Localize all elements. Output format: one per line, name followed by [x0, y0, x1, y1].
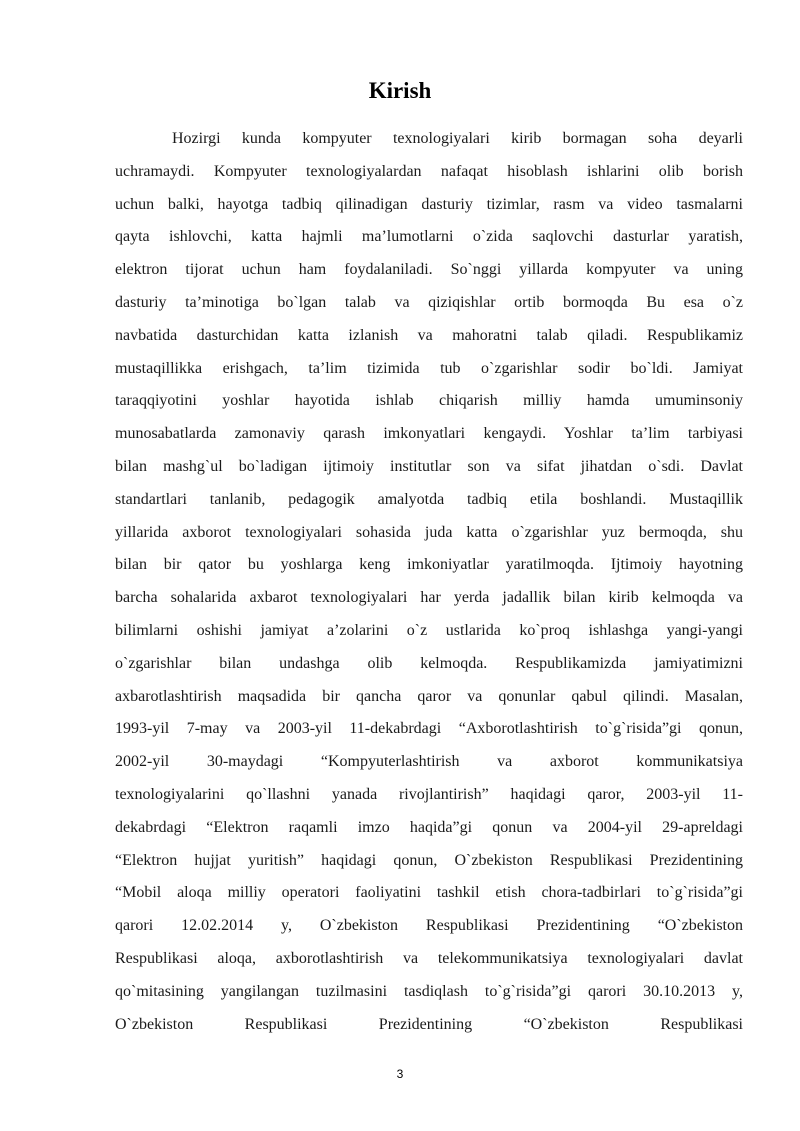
page-title: Kirish — [368, 78, 432, 103]
paragraph-line: navbatida dasturchidan katta izlanish va mahoratni talab qiladi. Respublikamiz — [115, 326, 743, 344]
paragraph-line: barcha sohalarida axbarot texnologiyalari har yerda jadallik bilan kirib kelmoqda va — [115, 589, 743, 607]
paragraph-line: qarori 12.02.2014 y, O`zbekiston Respublikasi Prezidentining “O`zbekiston — [115, 917, 743, 935]
paragraph-line: Hozirgi kunda kompyuter texnologiyalari kirib bormagan soha deyarli — [172, 130, 743, 147]
paragraph-line: taraqqiyotini yoshlar hayotida ishlab chiqarish milliy hamda umuminsoniy — [115, 392, 743, 410]
paragraph-line: standartlari tanlanib, pedagogik amalyotda tadbiq etila boshlandi. Mustaqillik — [115, 490, 743, 508]
paragraph-line: Respublikasi aloqa, axborotlashtirish va telekommunikatsiya texnologiyalari davlat — [115, 949, 743, 967]
paragraph-line: qo`mitasining yangilangan tuzilmasini tasdiqlash to`g`risida”gi qarori 30.10.2013 y, — [115, 982, 743, 1000]
paragraph-line: axbarotlashtirish maqsadida bir qancha qaror va qonunlar qabul qilindi. Masalan, — [115, 687, 743, 705]
paragraph-line: qayta ishlovchi, katta hajmli ma’lumotlarni o`zida saqlovchi dasturlar yaratish, — [115, 228, 743, 246]
paragraph-line: bilan mashg`ul bo`ladigan ijtimoiy institutlar son va sifat jihatdan o`sdi. Davlat — [115, 457, 743, 475]
paragraph-line: mustaqillikka erishgach, ta’lim tizimida tub o`zgarishlar sodir bo`ldi. Jamiyat — [115, 359, 743, 377]
paragraph-line: 1993-yil 7-may va 2003-yil 11-dekabrdagi “Axborotlashtirish to`g`risida”gi qonun, — [115, 720, 743, 738]
paragraph-line: dasturiy ta’minotiga bo`lgan talab va qiziqishlar ortib bormoqda Bu esa o`z — [115, 293, 743, 311]
paragraph-line: yillarida axborot texnologiyalari sohasida juda katta o`zgarishlar yuz bermoqda, shu — [115, 523, 743, 541]
paragraph-line: bilimlarni oshishi jamiyat a’zolarini o`z ustlarida ko`proq ishlashga yangi-yangi — [115, 621, 743, 639]
paragraph-line: elektron tijorat uchun ham foydalaniladi. So`nggi yillarda kompyuter va uning — [115, 261, 743, 279]
body-paragraph — [115, 123, 743, 1041]
paragraph-line: bilan bir qator bu yoshlarga keng imkoniyatlar yaratilmoqda. Ijtimoiy hayotning — [115, 556, 743, 574]
paragraph-line: 2002-yil 30-maydagi “Kompyuterlashtirish va axborot kommunikatsiya — [115, 753, 743, 771]
paragraph-line: texnologiyalarini qo`llashni yanada rivojlantirish” haqidagi qaror, 2003-yil 11- — [115, 785, 743, 803]
paragraph-line: “Mobil aloqa milliy operatori faoliyatini tashkil etish chora-tadbirlari to`g`risida”gi — [115, 884, 743, 902]
page-number: 3 — [396, 1067, 404, 1081]
paragraph-line: “Elektron hujjat yuritish” haqidagi qonun, O`zbekiston Respublikasi Prezidentining — [115, 851, 743, 869]
paragraph-line: uchramaydi. Kompyuter texnologiyalardan nafaqat hisoblash ishlarini olib borish — [115, 162, 743, 180]
paragraph-line: o`zgarishlar bilan undashga olib kelmoqda. Respublikamizda jamiyatimizni — [115, 654, 743, 672]
paragraph-line: munosabatlarda zamonaviy qarash imkonyatlari kengaydi. Yoshlar ta’lim tarbiyasi — [115, 425, 743, 443]
paragraph-line: O`zbekiston Respublikasi Prezidentining “O`zbekiston Respublikasi — [115, 1015, 743, 1033]
paragraph-line: uchun balki, hayotga tadbiq qilinadigan dasturiy tizimlar, rasm va video tasmalarni — [115, 195, 743, 213]
paragraph-line: dekabrdagi “Elektron raqamli imzo haqida”gi qonun va 2004-yil 29-apreldagi — [115, 818, 743, 836]
